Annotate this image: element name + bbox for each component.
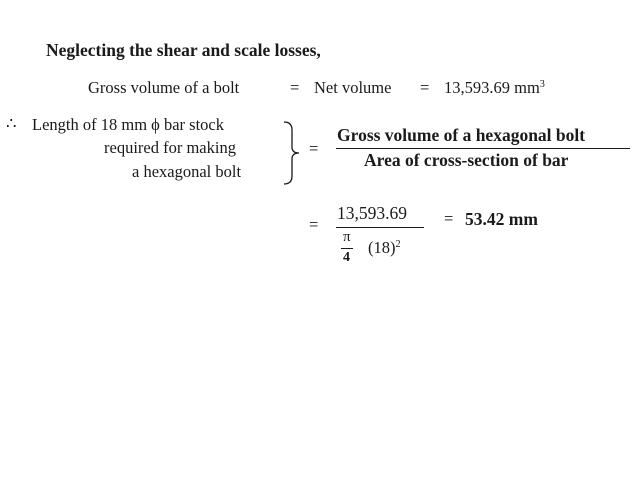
net-volume-value: 13,593.69 $mm^3$ [444,78,545,97]
length-line-b: required for making [104,138,236,157]
intro-text: Neglecting the shear and scale losses, [46,40,321,60]
equals-sign-2: = [420,78,430,97]
result-equals-sign: = [444,209,454,228]
radius-power: 2 [395,238,401,250]
calc-numerator: 13,593.69 [337,203,407,223]
result-value: 53.42 mm [465,209,538,229]
fraction-numerator: Gross volume of a hexagonal bolt [337,125,586,145]
equals-sign-1: = [290,78,300,97]
unit-power: 3 [539,78,545,90]
gross-volume-label: Gross volume of a bolt [88,78,240,97]
radius-term: $(18)^2$ [368,238,401,257]
length-line-a: Length of 18 mm ϕ bar stock [32,115,224,134]
therefore-symbol: ∴ [6,114,17,133]
four-digit: 4 [343,250,350,265]
pi-fraction-bar [341,248,353,249]
length-line-c: a hexagonal bolt [132,162,242,181]
length-equals-sign: = [309,139,319,158]
pi-symbol: π [343,229,351,245]
net-volume-label: Net volume [314,78,392,97]
calc-equals-sign: = [309,215,319,234]
fraction-denominator: Area of cross-section of bar [364,150,569,170]
right-brace-icon [281,120,303,186]
